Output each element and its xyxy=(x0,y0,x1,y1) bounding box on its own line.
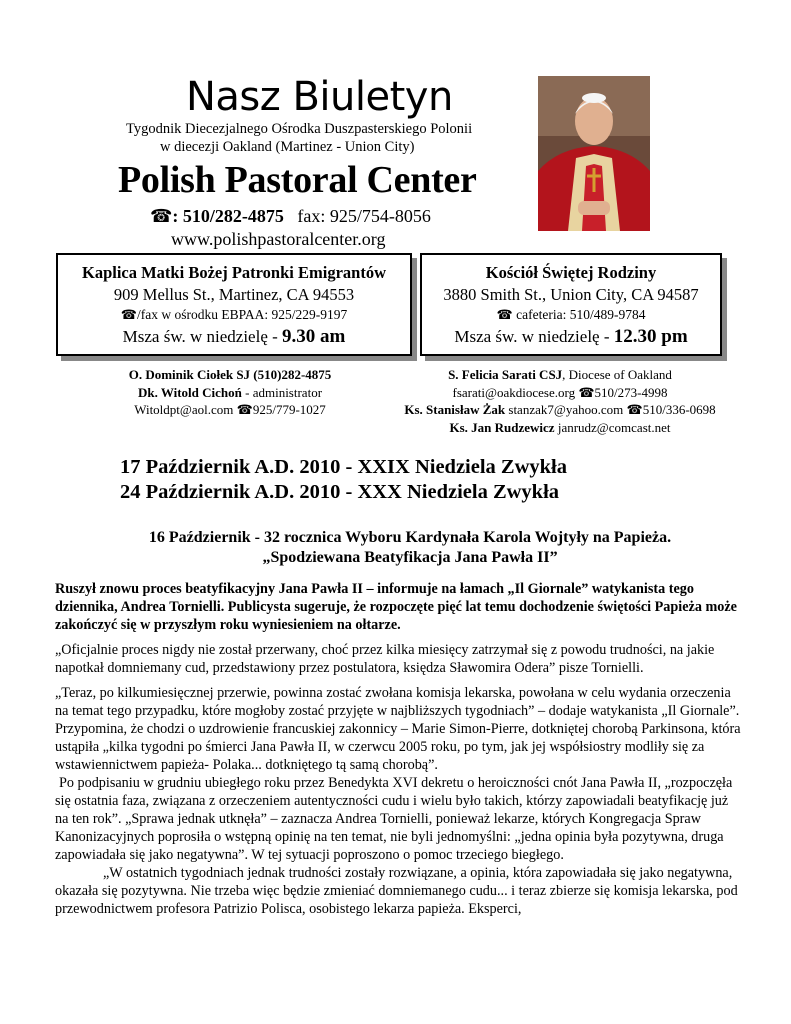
announcement-line-1: 16 Październik - 32 rocznica Wyboru Kardynała Karola Wojtyły na Papieża. xyxy=(148,529,672,546)
date-line-1: 17 Październik A.D. 2010 - XXIX Niedziela Zwykła xyxy=(120,456,567,478)
chapel-phone-text: /fax w ośrodku EBPAA: 925/229-9197 xyxy=(136,307,348,322)
article-paragraph: „Oficjalnie proces nigdy nie został przerwany, choć przez kilka miesięcy zatrzymał się z powodu trudności, na jakie napotkał domniemany cud, przedstawiony przez postulatora, księdza Sławomira Odera” pisze Tornielli. xyxy=(55,642,715,676)
phone-icon: ☎ xyxy=(150,206,173,226)
mass-label: Msza św. w niedzielę - xyxy=(454,327,614,346)
contact-name: Ks. Jan Rudzewicz xyxy=(449,419,555,435)
contact-phone: 510/336-0698 xyxy=(642,402,716,417)
announcement-line-2: „Spodziewana Beatyfikacja Jana Pawła II” xyxy=(262,549,558,566)
chapel-address: 909 Mellus St., Martinez, CA 94553 xyxy=(113,285,355,304)
phone-fax-line xyxy=(150,206,431,227)
mass-time-value: 12.30 pm xyxy=(613,326,688,347)
phone-icon: ☎ xyxy=(120,307,137,322)
contact-role: - administrator xyxy=(241,384,323,400)
contact-name: S. Felicia Sarati CSJ xyxy=(448,367,563,382)
union-city-church-box xyxy=(420,253,722,356)
chapel-mass-time xyxy=(58,326,410,348)
date-line-2: 24 Październik A.D. 2010 - XXX Niedziela Zwykła xyxy=(120,481,560,503)
contact-email[interactable]: Witoldpt@aol.com xyxy=(134,402,237,417)
contact-email[interactable]: janrudz@comcast.net xyxy=(554,419,671,435)
chapel-heading: Kaplica Matki Bożej Patronki Emigrantów xyxy=(81,263,386,282)
website-link[interactable]: www.polishpastoralcenter.org xyxy=(171,229,386,249)
phone-icon: ☎ xyxy=(496,307,513,322)
subtitle-line-2: w diecezji Oakland (Martinez - Union City) xyxy=(160,139,415,155)
article-lead: Ruszył znowu proces beatyfikacyjny Jana Pawła II – informuje na łamach „Il Giornale” watykanista tego dziennika, Andrea Tornielli. Publicysta sugeruje, że rozpoczęte pięć lat temu dochodzenie świętości Papieża może zakończyć się w przyszłym roku wyniesieniem na ołtarze. xyxy=(55,581,737,633)
phone-icon: ☎ xyxy=(626,402,643,417)
contact-name: Ks. Stanisław Żak xyxy=(404,402,506,417)
liturgical-dates xyxy=(120,455,567,505)
mass-label: Msza św. w niedzielę - xyxy=(122,327,283,346)
center-name: Polish Pastoral Center xyxy=(118,159,477,201)
mass-time-value: 9.30 am xyxy=(282,326,346,347)
contact-name: Dk. Witold Cichoń xyxy=(137,384,242,400)
phone-icon: ☎ xyxy=(578,384,595,400)
contacts-right xyxy=(392,366,728,436)
church-phone-line xyxy=(422,307,720,323)
contact-name: O. Dominik Ciołek SJ (510)282-4875 xyxy=(128,367,332,382)
contact-phone: 510/273-4998 xyxy=(594,384,668,400)
article-paragraph: Po podpisaniu w grudniu ubiegłego roku przez Benedykta XVI dekretu o heroiczności cnót Jana Pawła II, „rozpoczęła się ostatnia faza, związana z orzeczeniem autentyczności cudu i wielu było takich, którzy zapowiadali beatyfikację już na ten rok”. „Sprawa jednak utknęła” – zaznacza Andrea Tornielli, ponieważ lekarze, których Kongregacja Spraw Kanonizacyjnych poprosiła o wstępną opinię na ten temat, nie byli jednomyślni: „jedna opinia była pozytywna, druga zapowiadała się jako negatywna”. W tej sytuacji poproszono o pomoc trzeciego biegłego. xyxy=(55,775,733,863)
contact-role: , Diocese of Oakland xyxy=(562,367,672,382)
subtitle-line-1: Tygodnik Diecezjalnego Ośrodka Duszpasterskiego Polonii xyxy=(126,121,473,137)
church-phone-text: cafeteria: 510/489-9784 xyxy=(512,307,646,322)
martinez-chapel-box xyxy=(56,253,412,356)
fax-number: fax: 925/754-8056 xyxy=(297,206,431,226)
phone-icon: ☎ xyxy=(236,402,253,417)
article-paragraph: „W ostatnich tygodniach jednak trudności zostały rozwiązane, a opinia, która zapowiadała się jako negatywna, okazała się pozytywna. Nie trzeba więc będzie zmieniać domniemanego cudu... i teraz zbierze się komisja lekarska, pod przewodnictwem profesora Patrizio Polisca, osobistego lekarza papieża. Eksperci, xyxy=(55,865,738,917)
contacts-left xyxy=(60,366,400,419)
pope-portrait xyxy=(538,76,650,231)
phone-number: : 510/282-4875 xyxy=(172,206,284,226)
bulletin-title: Nasz Biuletyn xyxy=(186,74,453,120)
church-address: 3880 Smith St., Union City, CA 94587 xyxy=(443,285,699,304)
church-heading: Kościół Świętej Rodziny xyxy=(485,263,657,282)
church-mass-time xyxy=(422,326,720,348)
chapel-phone-line xyxy=(58,307,410,323)
contact-phone: 925/779-1027 xyxy=(252,402,326,417)
contact-email[interactable]: fsarati@oakdiocese.org xyxy=(452,384,579,400)
article xyxy=(55,580,745,925)
article-paragraph: „Teraz, po kilkumiesięcznej przerwie, powinna zostać zwołana komisja lekarska, powołana w celu wydania orzeczenia na temat tego przypadku, które mogłoby zostać przyjęte w najbliższych tygodniach” – dodaje watykanista „Il Giornale”. Przypomina, że chodzi o uzdrowienie francuskiej zakonnicy – Marie Simon-Pierre, dotkniętej chorobą Parkinsona, która ustąpiła „kilka tygodni po śmierci Jana Pawła II, w czerwcu 2005 roku, po tym, jak jej współsiostry modliły się za wstawiennictwem papieża- Polaka... dotkniętego tą samą chorobą”. xyxy=(55,685,741,773)
announcement xyxy=(60,528,760,568)
contact-email[interactable]: stanzak7@yahoo.com xyxy=(505,402,627,417)
